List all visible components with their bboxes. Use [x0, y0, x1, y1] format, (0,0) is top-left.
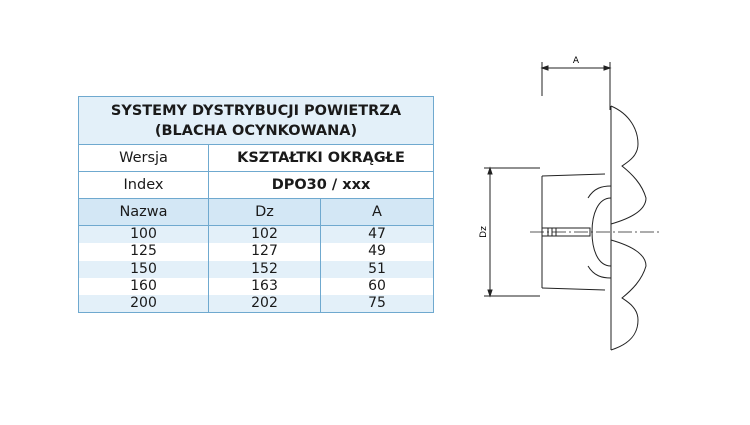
table-row [79, 278, 433, 295]
dz-cell: 202 [209, 295, 321, 312]
a-cell: 51 [368, 260, 386, 277]
nazwa-cell: 150 [79, 261, 209, 278]
header-nazwa: Nazwa [79, 199, 209, 225]
nazwa-cell: 160 [79, 278, 209, 295]
wersja-row [79, 145, 433, 172]
table-row [79, 261, 433, 278]
table-title-line1: SYSTEMY DYSTRYBUCJI POWIETRZA [110, 103, 402, 119]
dz-cell: 127 [209, 243, 321, 260]
table-title-line2: (BLACHA OCYNKOWANA) [154, 123, 358, 139]
dz-cell: 163 [209, 278, 321, 295]
dz-cell: 152 [209, 261, 321, 278]
table-row [79, 226, 433, 243]
spec-table [78, 96, 434, 313]
nazwa-cell: 200 [79, 295, 209, 312]
header-dz: Dz [209, 199, 321, 225]
header-row [79, 199, 433, 226]
index-label: Index [79, 172, 209, 198]
table-row [79, 243, 433, 260]
nazwa-cell: 100 [79, 226, 209, 243]
table-title [79, 97, 433, 145]
dz-cell: 102 [209, 226, 321, 243]
dim-dz-label: Dz [479, 226, 489, 238]
technical-drawing [470, 48, 670, 368]
a-cell: 47 [368, 226, 386, 243]
header-a: A [372, 204, 382, 220]
nazwa-cell: 125 [79, 243, 209, 260]
wersja-label: Wersja [79, 145, 209, 171]
a-cell: 75 [368, 295, 386, 312]
dim-a-label: A [572, 56, 580, 66]
wersja-value: KSZTAŁTKI OKRĄGŁE [237, 150, 405, 166]
a-cell: 60 [368, 278, 386, 295]
index-row [79, 172, 433, 199]
table-row [79, 295, 433, 312]
index-value: DPO30 / xxx [271, 177, 371, 193]
a-cell: 49 [368, 243, 386, 260]
data-rows [79, 226, 433, 312]
